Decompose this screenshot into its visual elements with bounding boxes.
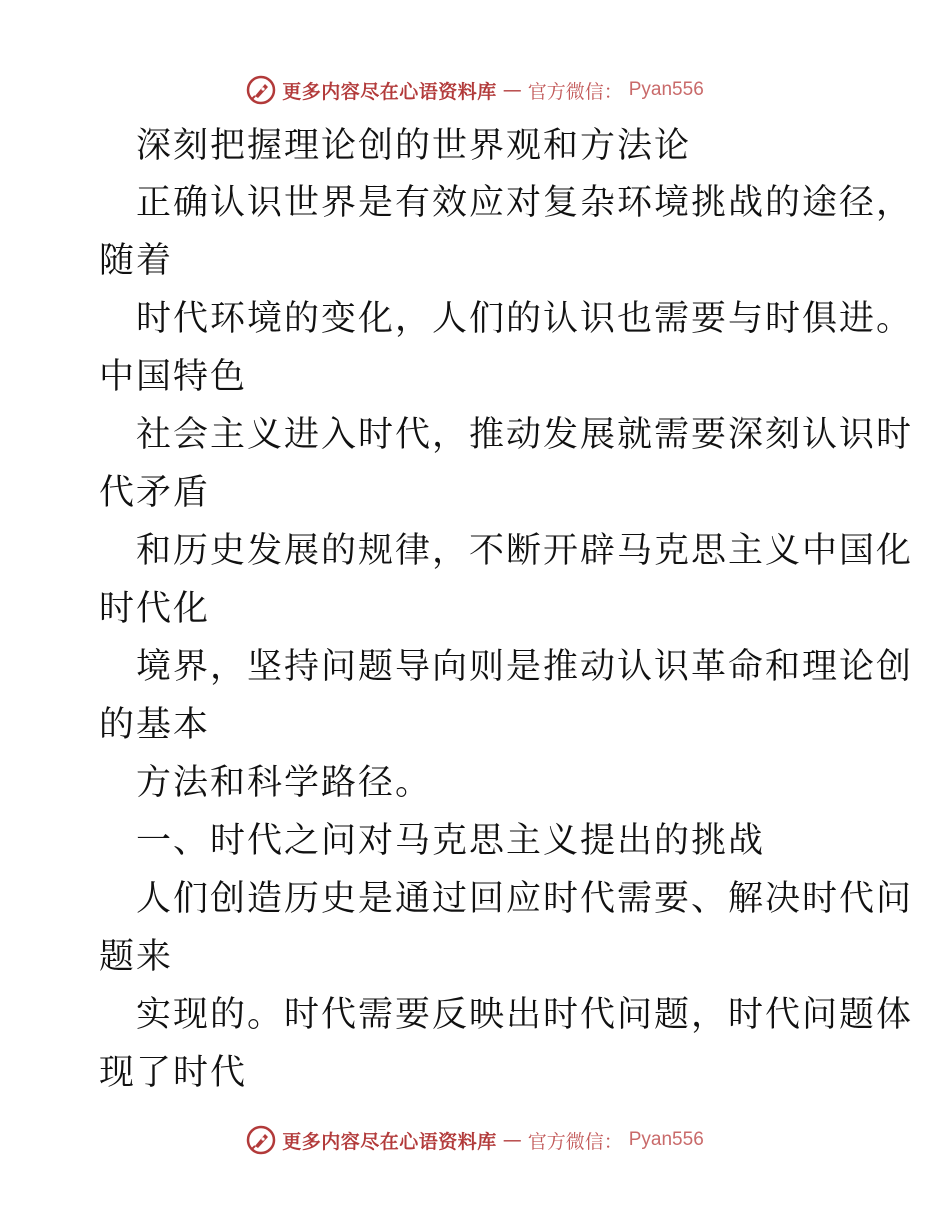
watermark-site-name: 更多内容尽在心语资料库 [282, 80, 497, 103]
text-line: 现了时代 [99, 1053, 248, 1093]
watermark-separator: — [502, 1129, 522, 1151]
text-line: 时代环境的变化，人们的认识也需要与时俱进。 [136, 299, 914, 339]
watermark-wechat-id: Pyan556 [628, 79, 704, 100]
text-line: 深刻把握理论创的世界观和方法论 [136, 126, 692, 166]
text-line: 代矛盾 [99, 473, 211, 513]
watermark-separator: — [502, 79, 522, 101]
pen-nib-logo-icon [246, 1125, 276, 1155]
footer-watermark [0, 1120, 950, 1160]
section-heading: 一、时代之问对马克思主义提出的挑战 [136, 821, 766, 861]
text-line: 随着 [99, 241, 174, 281]
text-line: 境界，坚持问题导向则是推动认识革命和理论创 [136, 647, 914, 687]
pen-nib-logo-icon [246, 75, 276, 105]
text-line: 正确认识世界是有效应对复杂环境挑战的途径， [136, 183, 914, 223]
header-watermark [0, 70, 950, 110]
watermark-wechat-label: 官方微信： [527, 80, 623, 103]
watermark-wechat-id: Pyan556 [628, 1129, 704, 1150]
text-line: 中国特色 [99, 357, 248, 397]
text-line: 实现的。时代需要反映出时代问题，时代问题体 [136, 995, 914, 1035]
text-line: 人们创造历史是通过回应时代需要、解决时代问 [136, 879, 914, 919]
text-line: 时代化 [99, 589, 211, 629]
text-line: 方法和科学路径。 [136, 763, 433, 803]
text-line: 的基本 [99, 705, 211, 745]
text-line: 题来 [99, 937, 174, 977]
text-line: 和历史发展的规律，不断开辟马克思主义中国化 [136, 531, 914, 571]
watermark-site-name: 更多内容尽在心语资料库 [282, 1130, 497, 1153]
watermark-wechat-label: 官方微信： [527, 1130, 623, 1153]
text-line: 社会主义进入时代，推动发展就需要深刻认识时 [136, 415, 914, 455]
